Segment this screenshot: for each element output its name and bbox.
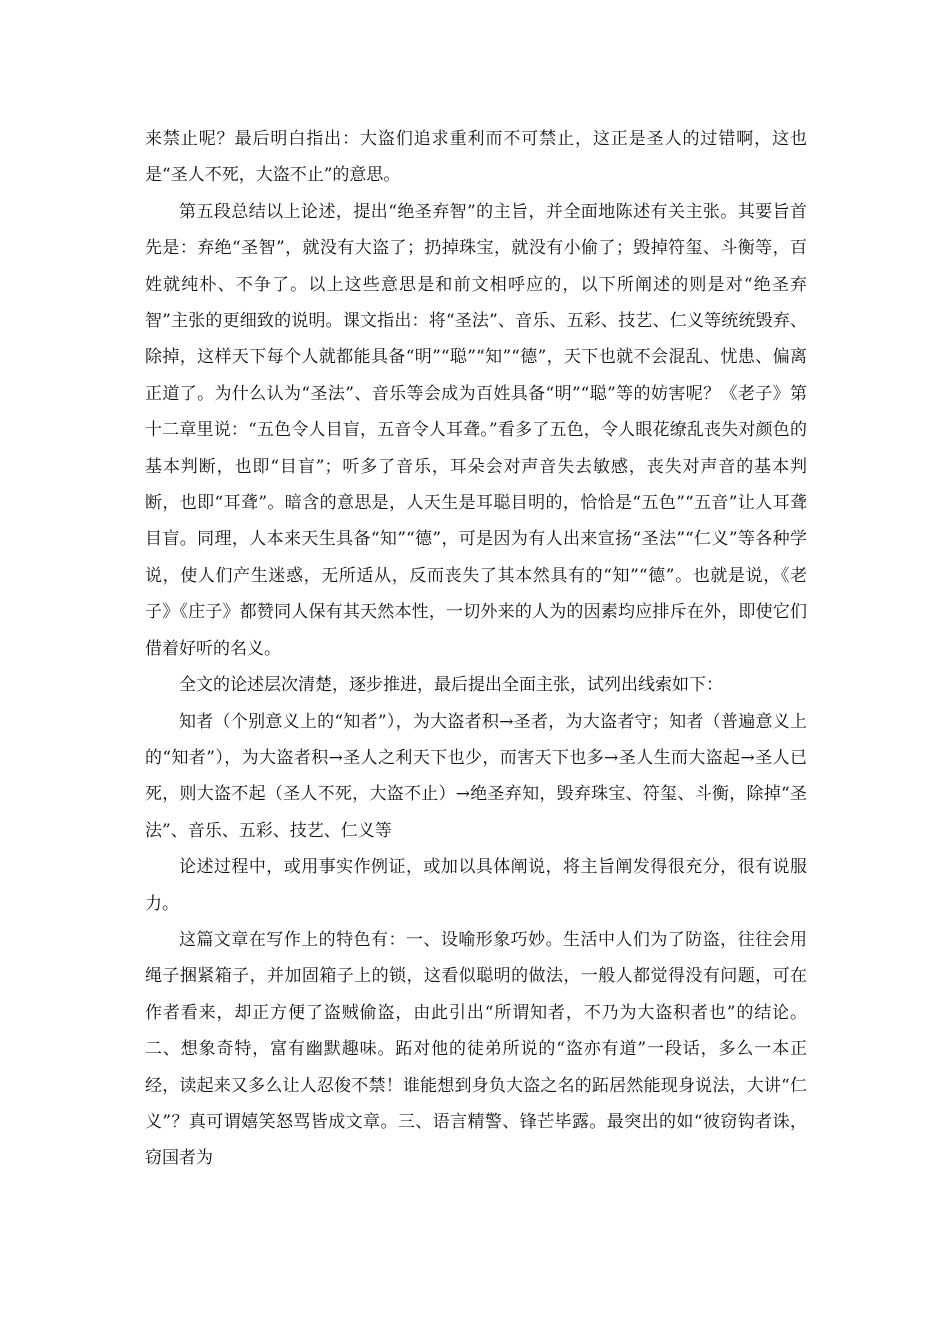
paragraph-argument-method: 论述过程中，或用事实作例证，或加以具体阐说，将主旨阐发得很充分，很有说服力。 (145, 857, 807, 914)
paragraph-fifth-section-summary: 第五段总结以上论述，提出“绝圣弃智”的主旨，并全面地陈述有关主张。其要旨首先是：弃绝“圣智”，就没有大盗了；扔掉珠宝，就没有小偷了；毁掉符玺、斗衡等，百姓就纯朴、不争了。以上这些意思是和前文相呼应的，以下所阐述的则是对“绝圣弃智”主张的更细致的说明。课文指出：将“圣法”、音乐、五彩、技艺、仁义等统统毁弃、除掉，这样天下每个人就都能具备“明”“聪”“知”“德”，天下也就不会混乱、忧患、偏离正道了。为什么认为“圣法”、音乐等会成为百姓具备“明”“聪”等的妨害呢？《老子》第十二章里说：“五色令人目盲，五音令人耳聋。”看多了五色，令人眼花缭乱丧失对颜色的基本判断，也即“目盲”；听多了音乐，耳朵会对声音失去敏感，丧失对声音的基本判断，也即“耳聋”。暗含的意思是，人天生是耳聪目明的，恰恰是“五色”“五音”让人耳聋目盲。同理，人本来天生具备“知”“德”，可是因为有人出来宣扬“圣法”“仁义”等各种学说，使人们产生迷惑，无所适从，反而丧失了其本然具有的“知”“德”。也就是说，《老子》《庄子》都赞同人保有其天然本性，一切外来的人为的因素均应排斥在外，即使它们借着好听的名义。 (145, 201, 807, 659)
paragraph-writing-features: 这篇文章在写作上的特色有：一、设喻形象巧妙。生活中人们为了防盗，往往会用绳子捆紧箱子，并加固箱子上的锁，这看似聪明的做法，一般人都觉得没有问题，可在作者看来，却正方便了盗贼偷盗，由此引出“所谓知者，不乃为大盗积者也”的结论。二、想象奇特，富有幽默趣味。跖对他的徒弟所说的“盗亦有道”一段话，多么一本正经，读起来又多么让人忍俊不禁！谁能想到身负大盗之名的跖居然能现身说法，大讲“仁义”？真可谓嬉笑怒骂皆成文章。三、语言精警、锋芒毕露。最突出的如“彼窃钩者诛，窃国者为 (145, 929, 807, 1169)
body-text (145, 121, 807, 1177)
paragraph-structure-intro: 全文的论述层次清楚，逐步推进，最后提出全面主张，试列出线索如下： (179, 675, 723, 696)
paragraph-argument-chain: 知者（个别意义上的“知者”），为大盗者积→圣者，为大盗者守；知者（普遍意义上的“知者”），为大盗者积→圣人之利天下也少，而害天下也多→圣人生而大盗起→圣人已死，则大盗不起（圣人不死，大盗不止）→绝圣弃知，毁弃珠宝、符玺、斗衡，除掉“圣法”、音乐、五彩、技艺、仁义等 (145, 711, 807, 841)
paragraph-continuation: 来禁止呢？最后明白指出：大盗们追求重利而不可禁止，这正是圣人的过错啊，这也是“圣人不死，大盗不止”的意思。 (145, 129, 807, 186)
